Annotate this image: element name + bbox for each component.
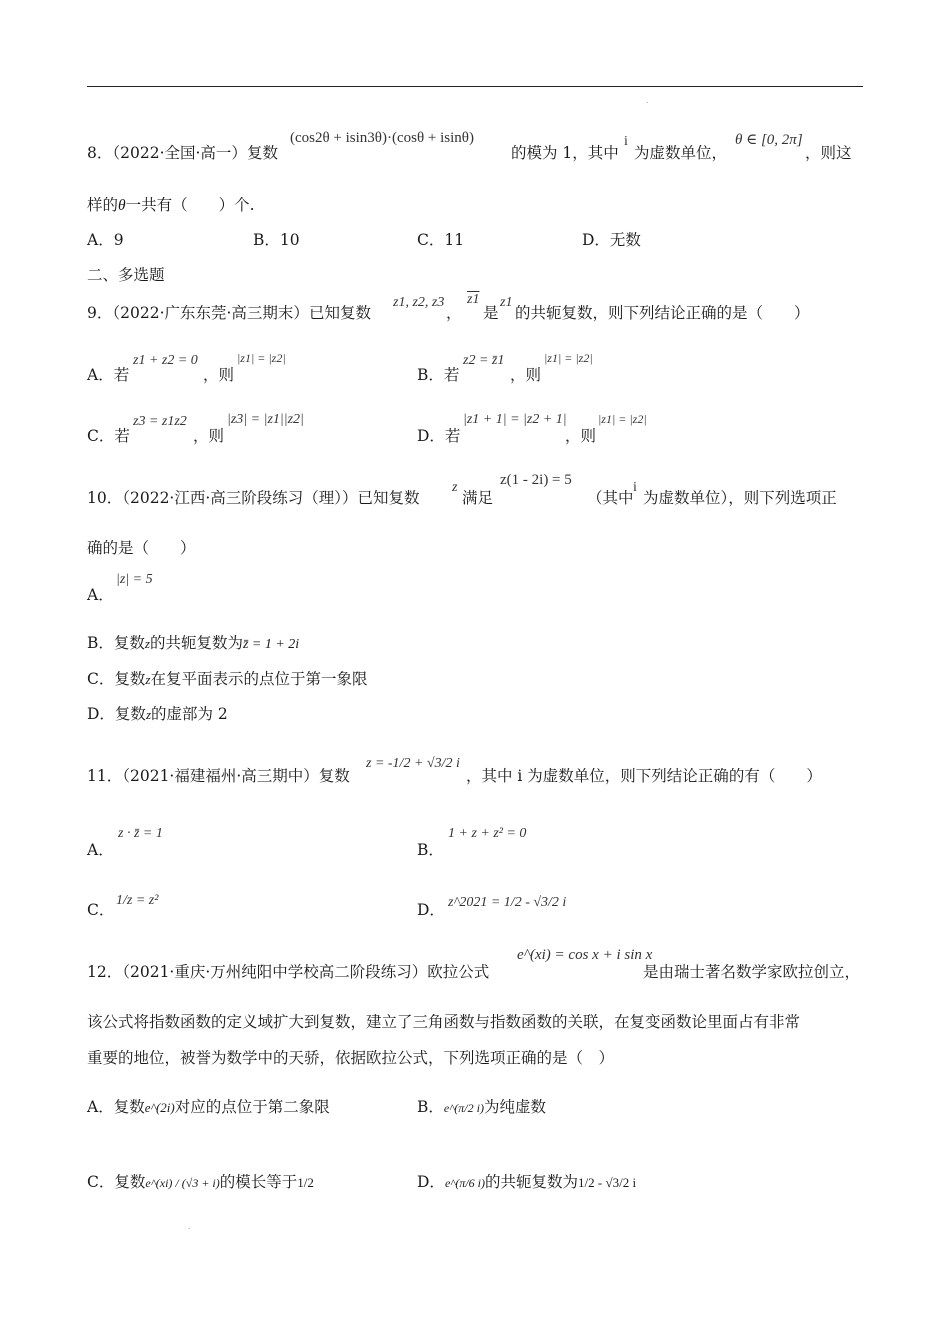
- q11-option-b: B．: [417, 841, 444, 859]
- q12-d-value: 1/2 - √3/2 i: [578, 1175, 637, 1190]
- q12-d-expr: e^(π/6 i): [444, 1176, 485, 1190]
- q10-condition: z(1 - 2i) = 5: [500, 472, 572, 488]
- q11-a-expr: z · z̄ = 1: [118, 826, 163, 841]
- q8-option-c: C．11: [417, 231, 465, 249]
- q9-b-cond: z2 = z̄1: [463, 353, 505, 368]
- q12-option-c: C．复数e^(xi) / (√3 + i)的模长等于1/2: [87, 1173, 314, 1191]
- q8-option-b: B．10: [253, 231, 300, 249]
- q12-line2: 该公式将指数函数的定义域扩大到复数，建立了三角函数与指数函数的关联，在复变函数论里面占有非常: [87, 1013, 801, 1031]
- q9-c-then: ，则: [193, 427, 225, 445]
- q9-comma: ，: [446, 304, 462, 322]
- q8-range: θ ∈ [0, 2π]: [735, 132, 803, 148]
- q10-b-expr: z̄ = 1 + 2i: [242, 637, 300, 652]
- question-11-line1: 11．（2021·福建福州·高三期中）复数: [87, 767, 350, 785]
- question-10-line1: 10．（2022·江西·高三阶段练习（理））已知复数: [87, 489, 420, 507]
- theta-symbol: θ: [118, 197, 126, 214]
- q11-option-c: C．: [87, 901, 115, 919]
- q8-stem-b: 的模为 1，其中: [511, 144, 619, 162]
- q8-number: 8．: [87, 144, 113, 162]
- q10-imag-unit: i: [633, 480, 637, 495]
- q10-stem-e: 确的是（ ）: [87, 539, 196, 557]
- q10-option-c: C．复数z在复平面表示的点位于第一象限: [87, 670, 368, 688]
- q12-option-b: B．e^(π/2 i)为纯虚数: [417, 1098, 546, 1116]
- q8-stem: 复数: [246, 144, 278, 162]
- q8-stem-c: 为虚数单位，: [634, 144, 728, 162]
- q9-d-cond: |z1 + 1| = |z2 + 1|: [463, 412, 567, 427]
- q9-b-then: ，则: [510, 366, 542, 384]
- q12-option-a: A．复数e^(2i)对应的点位于第二象限: [87, 1098, 330, 1116]
- q9-option-c: C．若: [87, 427, 130, 445]
- q12-option-d: D．e^(π/6 i)的共轭复数为1/2 - √3/2 i: [417, 1173, 637, 1191]
- decorative-dot: .: [646, 96, 649, 105]
- q9-a-then: ，则: [203, 366, 235, 384]
- q9-a-cond: z1 + z2 = 0: [133, 353, 198, 368]
- q9-option-b: B．若: [417, 366, 460, 384]
- q11-option-d: D．: [417, 901, 445, 919]
- q8-option-d: D．无数: [582, 231, 641, 249]
- q11-b-expr: 1 + z + z² = 0: [448, 826, 527, 841]
- q11-d-expr: z^2021 = 1/2 - √3/2 i: [448, 895, 567, 910]
- q12-euler-formula: e^(xi) = cos x + i sin x: [517, 947, 653, 963]
- q8-option-a: A．9: [87, 231, 124, 249]
- q12-stem-b: 是由瑞士著名数学家欧拉创立，: [643, 963, 861, 981]
- q8-stem-d: ，则这: [805, 144, 852, 162]
- q9-c-result: |z3| = |z1||z2|: [227, 412, 304, 427]
- q9-z1: z1: [500, 295, 513, 310]
- q8-imag-unit: i: [624, 134, 628, 149]
- q9-stem-b: 是: [483, 304, 499, 322]
- q10-stem-d: 为虚数单位），则下列选项正: [643, 489, 837, 507]
- q11-stem-b: ，其中 i 为虚数单位，则下列结论正确的有（ ）: [466, 767, 822, 785]
- q11-c-expr: 1/z = z²: [116, 893, 159, 908]
- q9-d-result: |z1| = |z2|: [598, 412, 647, 426]
- q9-d-then: ，则: [565, 427, 597, 445]
- q9-option-d: D．若: [417, 427, 461, 445]
- q12-b-expr: e^(π/2 i): [443, 1101, 484, 1115]
- q9-vars: z1, z2, z3: [393, 295, 445, 310]
- header-rule: [87, 86, 863, 87]
- q10-option-d: D．复数z的虚部为 2: [87, 705, 228, 723]
- section-heading-multiple-choice: 二、多选题: [87, 266, 165, 284]
- q10-option-b: B．复数z的共轭复数为z̄ = 1 + 2i: [87, 634, 300, 652]
- q12-line3: 重要的地位，被誉为数学中的天骄，依据欧拉公式，下列选项正确的是（ ）: [87, 1049, 615, 1067]
- decorative-dot: .: [188, 1222, 191, 1231]
- question-8-line2: 样的θ一共有（ ）个.: [87, 196, 255, 214]
- q9-b-result: |z1| = |z2|: [544, 351, 593, 365]
- question-12-line1: 12．（2021·重庆·万州纯阳中学校高二阶段练习）欧拉公式: [87, 963, 490, 981]
- q10-option-a: A．: [87, 586, 114, 604]
- q12-c-value: 1/2: [297, 1175, 314, 1190]
- q10-stem-c: （其中: [587, 489, 634, 507]
- q10-z: z: [452, 480, 458, 495]
- question-9-line1: 9．（2022·广东东莞·高三期末）已知复数: [87, 304, 371, 322]
- q9-c-cond: z3 = z1z2: [133, 414, 187, 429]
- q8-expression: (cos2θ + isin3θ)·(cosθ + isinθ): [290, 130, 474, 146]
- q9-zbar1: z1: [467, 292, 480, 307]
- q10-stem-b: 满足: [462, 489, 494, 507]
- question-8-line1: [87, 143, 278, 163]
- q10-a-expr: |z| = 5: [116, 572, 153, 587]
- q12-c-expr: e^(xi) / (√3 + i): [145, 1176, 220, 1190]
- q11-expression: z = -1/2 + √3/2 i: [366, 756, 460, 771]
- q9-stem-c: 的共轭复数，则下列结论正确的是（ ）: [515, 304, 810, 322]
- q12-a-expr: e^(2i): [144, 1100, 175, 1115]
- q11-option-a: A．: [87, 841, 114, 859]
- q9-a-result: |z1| = |z2|: [237, 351, 286, 365]
- q9-option-a: A．若: [87, 366, 130, 384]
- q8-source: （2022·全国·高一）: [112, 144, 247, 162]
